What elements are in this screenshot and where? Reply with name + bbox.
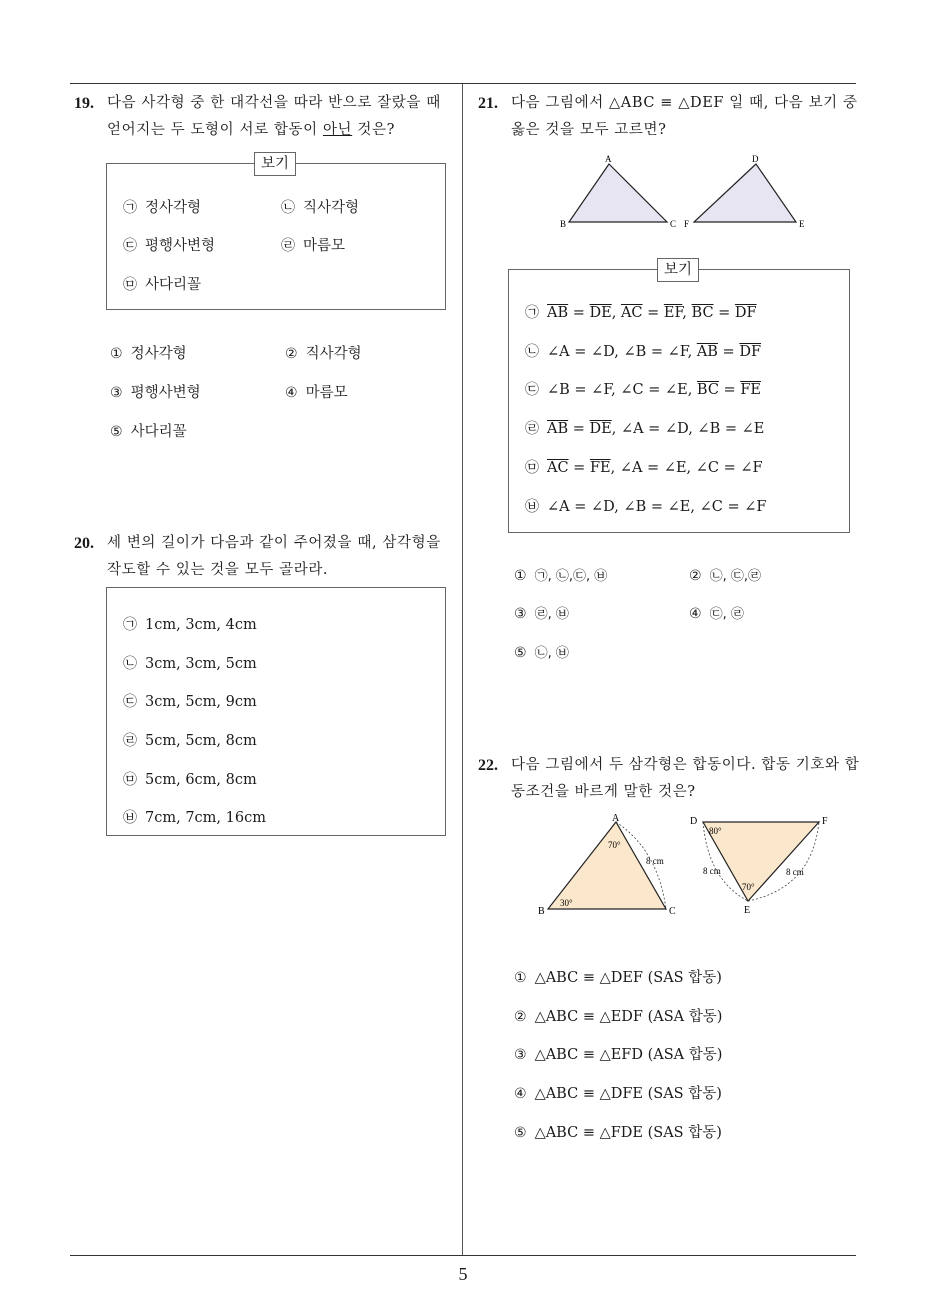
item-text: 정사각형: [145, 200, 202, 216]
label-e: E: [799, 219, 805, 229]
answer-choice-4[interactable]: [514, 1082, 722, 1103]
question-line: 세 변의 길이가 다음과 같이 주어졌을 때, 삼각형을: [107, 535, 441, 551]
item-mark: ㉡: [525, 344, 539, 360]
choice-text: ㉣, ㉥: [534, 607, 569, 622]
choice-text: ㉡, ㉢,㉣: [709, 569, 761, 584]
label-b: B: [560, 219, 567, 229]
box-item: [123, 653, 257, 673]
side-ac-label: 8 cm: [646, 856, 664, 866]
choice-text: 직사각형: [305, 346, 362, 362]
page-number: 5: [458, 1264, 468, 1284]
bottom-rule: [70, 1255, 856, 1256]
choice-mark: ③: [110, 385, 123, 401]
triangle-abc: [569, 164, 667, 222]
q21-triangles-figure: [556, 152, 816, 232]
question-19: [74, 90, 458, 144]
choice-mark: ⑤: [514, 645, 527, 661]
question-number: 19.: [74, 95, 94, 112]
label-f: F: [684, 219, 690, 229]
item-text: [547, 460, 763, 476]
item-text: 3cm, 3cm, 5cm: [145, 656, 257, 672]
item-text: 5cm, 5cm, 8cm: [145, 733, 257, 749]
choice-text: △ABC ≡ △FDE (SAS 합동): [534, 1125, 722, 1141]
segment: $\overline{DE}$: [589, 305, 612, 321]
choice-mark: ③: [514, 606, 527, 622]
choice-text: △ABC ≡ △DEF (SAS 합동): [534, 970, 722, 986]
item-mark: ㉣: [123, 733, 137, 749]
answer-choice-1[interactable]: [110, 342, 187, 363]
item-mark: ㉢: [525, 382, 539, 398]
choice-mark: ②: [689, 568, 702, 584]
choice-text: △ABC ≡ △EFD (ASA 합동): [534, 1047, 723, 1063]
text-fragment: ,: [682, 305, 692, 321]
box-item: [123, 614, 257, 634]
choice-mark: ④: [689, 606, 702, 622]
box-item: [123, 730, 257, 750]
question-21: [478, 90, 862, 144]
choice-text: ㉡, ㉥: [534, 646, 569, 661]
answer-choice-4[interactable]: [689, 603, 744, 622]
segment: $\overline{FE}$: [589, 460, 611, 476]
q20-example-box: [106, 587, 446, 836]
answer-choice-3[interactable]: [514, 603, 569, 622]
choice-text: ㉠, ㉡,㉢, ㉥: [534, 569, 608, 584]
choice-text: 사다리꼴: [130, 424, 187, 440]
item-text: [547, 382, 761, 398]
question-line: 작도할 수 있는 것을 모두 골라라.: [107, 562, 329, 578]
choice-text: △ABC ≡ △EDF (ASA 합동): [534, 1009, 723, 1025]
item-mark: ㉤: [123, 277, 137, 293]
box-item: [123, 196, 201, 217]
item-text: 5cm, 6cm, 8cm: [145, 772, 257, 788]
question-number: 21.: [478, 95, 498, 112]
question-22: [478, 752, 862, 806]
item-text: [547, 421, 764, 437]
box-item: [525, 496, 766, 516]
label-b: B: [538, 906, 545, 917]
side-de-label: 8 cm: [703, 866, 721, 876]
text-fragment: ∠A = ∠D, ∠B = ∠F,: [547, 344, 697, 360]
choice-mark: ②: [285, 346, 298, 362]
angle-d-label: 80°: [709, 826, 722, 836]
choice-text: △ABC ≡ △DFE (SAS 합동): [534, 1086, 722, 1102]
text-fragment: , ∠A = ∠E, ∠C = ∠F: [610, 460, 763, 476]
box-item: [123, 807, 266, 827]
item-text: 평행사변형: [145, 238, 216, 254]
text-fragment: 얻어지는 두 도형이 서로 합동이: [107, 122, 323, 138]
angle-a-label: 70°: [608, 840, 621, 850]
item-text: [547, 344, 761, 360]
item-mark: ㉤: [525, 460, 539, 476]
answer-choice-2[interactable]: [689, 565, 761, 584]
item-mark: ㉥: [525, 499, 539, 515]
item-text: ∠A = ∠D, ∠B = ∠E, ∠C = ∠F: [547, 499, 767, 515]
column-divider: [462, 84, 463, 1256]
question-number: 22.: [478, 757, 498, 774]
box-item: [525, 418, 764, 438]
answer-choice-5[interactable]: [514, 642, 569, 661]
choice-text: ㉢, ㉣: [709, 607, 744, 622]
box-item: [123, 769, 257, 789]
segment: $\overline{DE}$: [589, 421, 612, 437]
label-a: A: [605, 154, 612, 164]
answer-choice-2[interactable]: [514, 1005, 722, 1026]
item-text: 7cm, 7cm, 16cm: [145, 810, 266, 826]
item-mark: ㉣: [525, 421, 539, 437]
answer-choice-4[interactable]: [285, 381, 348, 402]
choice-mark: ②: [514, 1009, 527, 1025]
choice-mark: ⑤: [110, 424, 123, 440]
text-fragment: =: [642, 305, 664, 321]
item-text: 사다리꼴: [145, 277, 202, 293]
choice-mark: ⑤: [514, 1125, 527, 1141]
angle-b-label: 30°: [560, 898, 573, 908]
item-text: [547, 305, 757, 321]
text-fragment: , ∠A = ∠D, ∠B = ∠E: [611, 421, 765, 437]
item-mark: ㉤: [123, 772, 137, 788]
angle-e-label: 70°: [742, 882, 755, 892]
choice-mark: ④: [285, 385, 298, 401]
question-number: 20.: [74, 535, 94, 552]
box-item: [525, 379, 761, 399]
question-line: 다음 그림에서 두 삼각형은 합동이다. 합동 기호와 합: [511, 757, 860, 773]
label-e: E: [744, 905, 751, 916]
q22-triangles-figure: [536, 812, 846, 918]
answer-choice-3[interactable]: [514, 1043, 722, 1064]
text-fragment: ,: [611, 305, 621, 321]
item-mark: ㉠: [123, 617, 137, 633]
answer-choice-5[interactable]: [110, 420, 187, 441]
question-text: [107, 530, 458, 584]
box-item: [525, 302, 757, 322]
box-item: [123, 234, 215, 255]
item-mark: ㉣: [281, 238, 295, 254]
answer-choice-1[interactable]: [514, 966, 722, 987]
label-f: F: [822, 816, 828, 827]
underlined-word: 아닌: [322, 122, 353, 138]
choice-mark: ①: [514, 568, 527, 584]
item-text: 1cm, 3cm, 4cm: [145, 617, 257, 633]
top-rule: [70, 83, 856, 84]
text-fragment: =: [568, 421, 590, 437]
question-20: [74, 530, 458, 584]
choice-text: 정사각형: [130, 346, 187, 362]
segment: $\overline{DF}$: [734, 305, 757, 321]
choice-mark: ①: [514, 970, 527, 986]
segment: $\overline{AB}$: [696, 344, 718, 360]
label-d: D: [752, 154, 759, 164]
segment: $\overline{AB}$: [547, 421, 569, 437]
item-mark: ㉥: [123, 810, 137, 826]
text-fragment: =: [713, 305, 735, 321]
text-fragment: =: [568, 460, 590, 476]
item-mark: ㉡: [281, 200, 295, 216]
choice-text: 평행사변형: [130, 385, 201, 401]
segment: $\overline{AB}$: [547, 305, 569, 321]
q21-example-box: [508, 262, 850, 533]
segment: $\overline{AC}$: [547, 460, 569, 476]
triangle-def: [694, 164, 796, 222]
box-item: [281, 234, 345, 255]
item-mark: ㉢: [123, 238, 137, 254]
segment: $\overline{FE}$: [740, 382, 761, 398]
q19-example-box: [106, 156, 446, 310]
text-fragment: =: [718, 382, 741, 398]
label-d: D: [690, 816, 698, 827]
label-c: C: [670, 219, 677, 229]
box-item: [525, 341, 761, 361]
question-line: 다음 사각형 중 한 대각선을 따라 반으로 잘랐을 때: [107, 95, 441, 111]
question-text: [511, 752, 862, 806]
segment: $\overline{BC}$: [696, 382, 719, 398]
label-a: A: [612, 813, 620, 824]
answer-choice-1[interactable]: [514, 565, 607, 584]
box-item: [525, 457, 763, 477]
choice-mark: ①: [110, 346, 123, 362]
question-line: 옳은 것을 모두 고르면?: [511, 122, 667, 138]
side-ef-label: 8 cm: [786, 867, 804, 877]
segment: $\overline{AC}$: [620, 305, 643, 321]
item-mark: ㉢: [123, 694, 137, 710]
item-mark: ㉠: [123, 200, 137, 216]
text-fragment: =: [717, 344, 740, 360]
box-title: 보기: [254, 152, 296, 176]
text-fragment: =: [568, 305, 590, 321]
segment: $\overline{EF}$: [663, 305, 683, 321]
choice-mark: ③: [514, 1047, 527, 1063]
box-item: [123, 273, 201, 294]
question-text: [511, 90, 862, 144]
segment: $\overline{BC}$: [691, 305, 714, 321]
text-fragment: ∠B = ∠F, ∠C = ∠E,: [547, 382, 697, 398]
box-item: [123, 691, 257, 711]
item-text: 3cm, 5cm, 9cm: [145, 694, 257, 710]
segment: $\overline{DF}$: [739, 344, 762, 360]
question-line: 동조건을 바르게 말한 것은?: [511, 784, 696, 800]
choice-text: 마름모: [305, 385, 348, 401]
box-title: 보기: [657, 258, 699, 282]
question-text: [107, 90, 458, 144]
answer-choice-3[interactable]: [110, 381, 201, 402]
question-line: 다음 그림에서 △ABC ≡ △DEF 일 때, 다음 보기 중: [511, 95, 858, 111]
label-c: C: [669, 906, 676, 917]
choice-mark: ④: [514, 1086, 527, 1102]
item-text: 마름모: [303, 238, 346, 254]
item-text: 직사각형: [303, 200, 360, 216]
text-fragment: 것은?: [352, 122, 395, 138]
box-item: [281, 196, 359, 217]
item-mark: ㉠: [525, 305, 539, 321]
item-mark: ㉡: [123, 656, 137, 672]
question-line: [107, 117, 458, 144]
answer-choice-2[interactable]: [285, 342, 362, 363]
answer-choice-5[interactable]: [514, 1121, 722, 1142]
